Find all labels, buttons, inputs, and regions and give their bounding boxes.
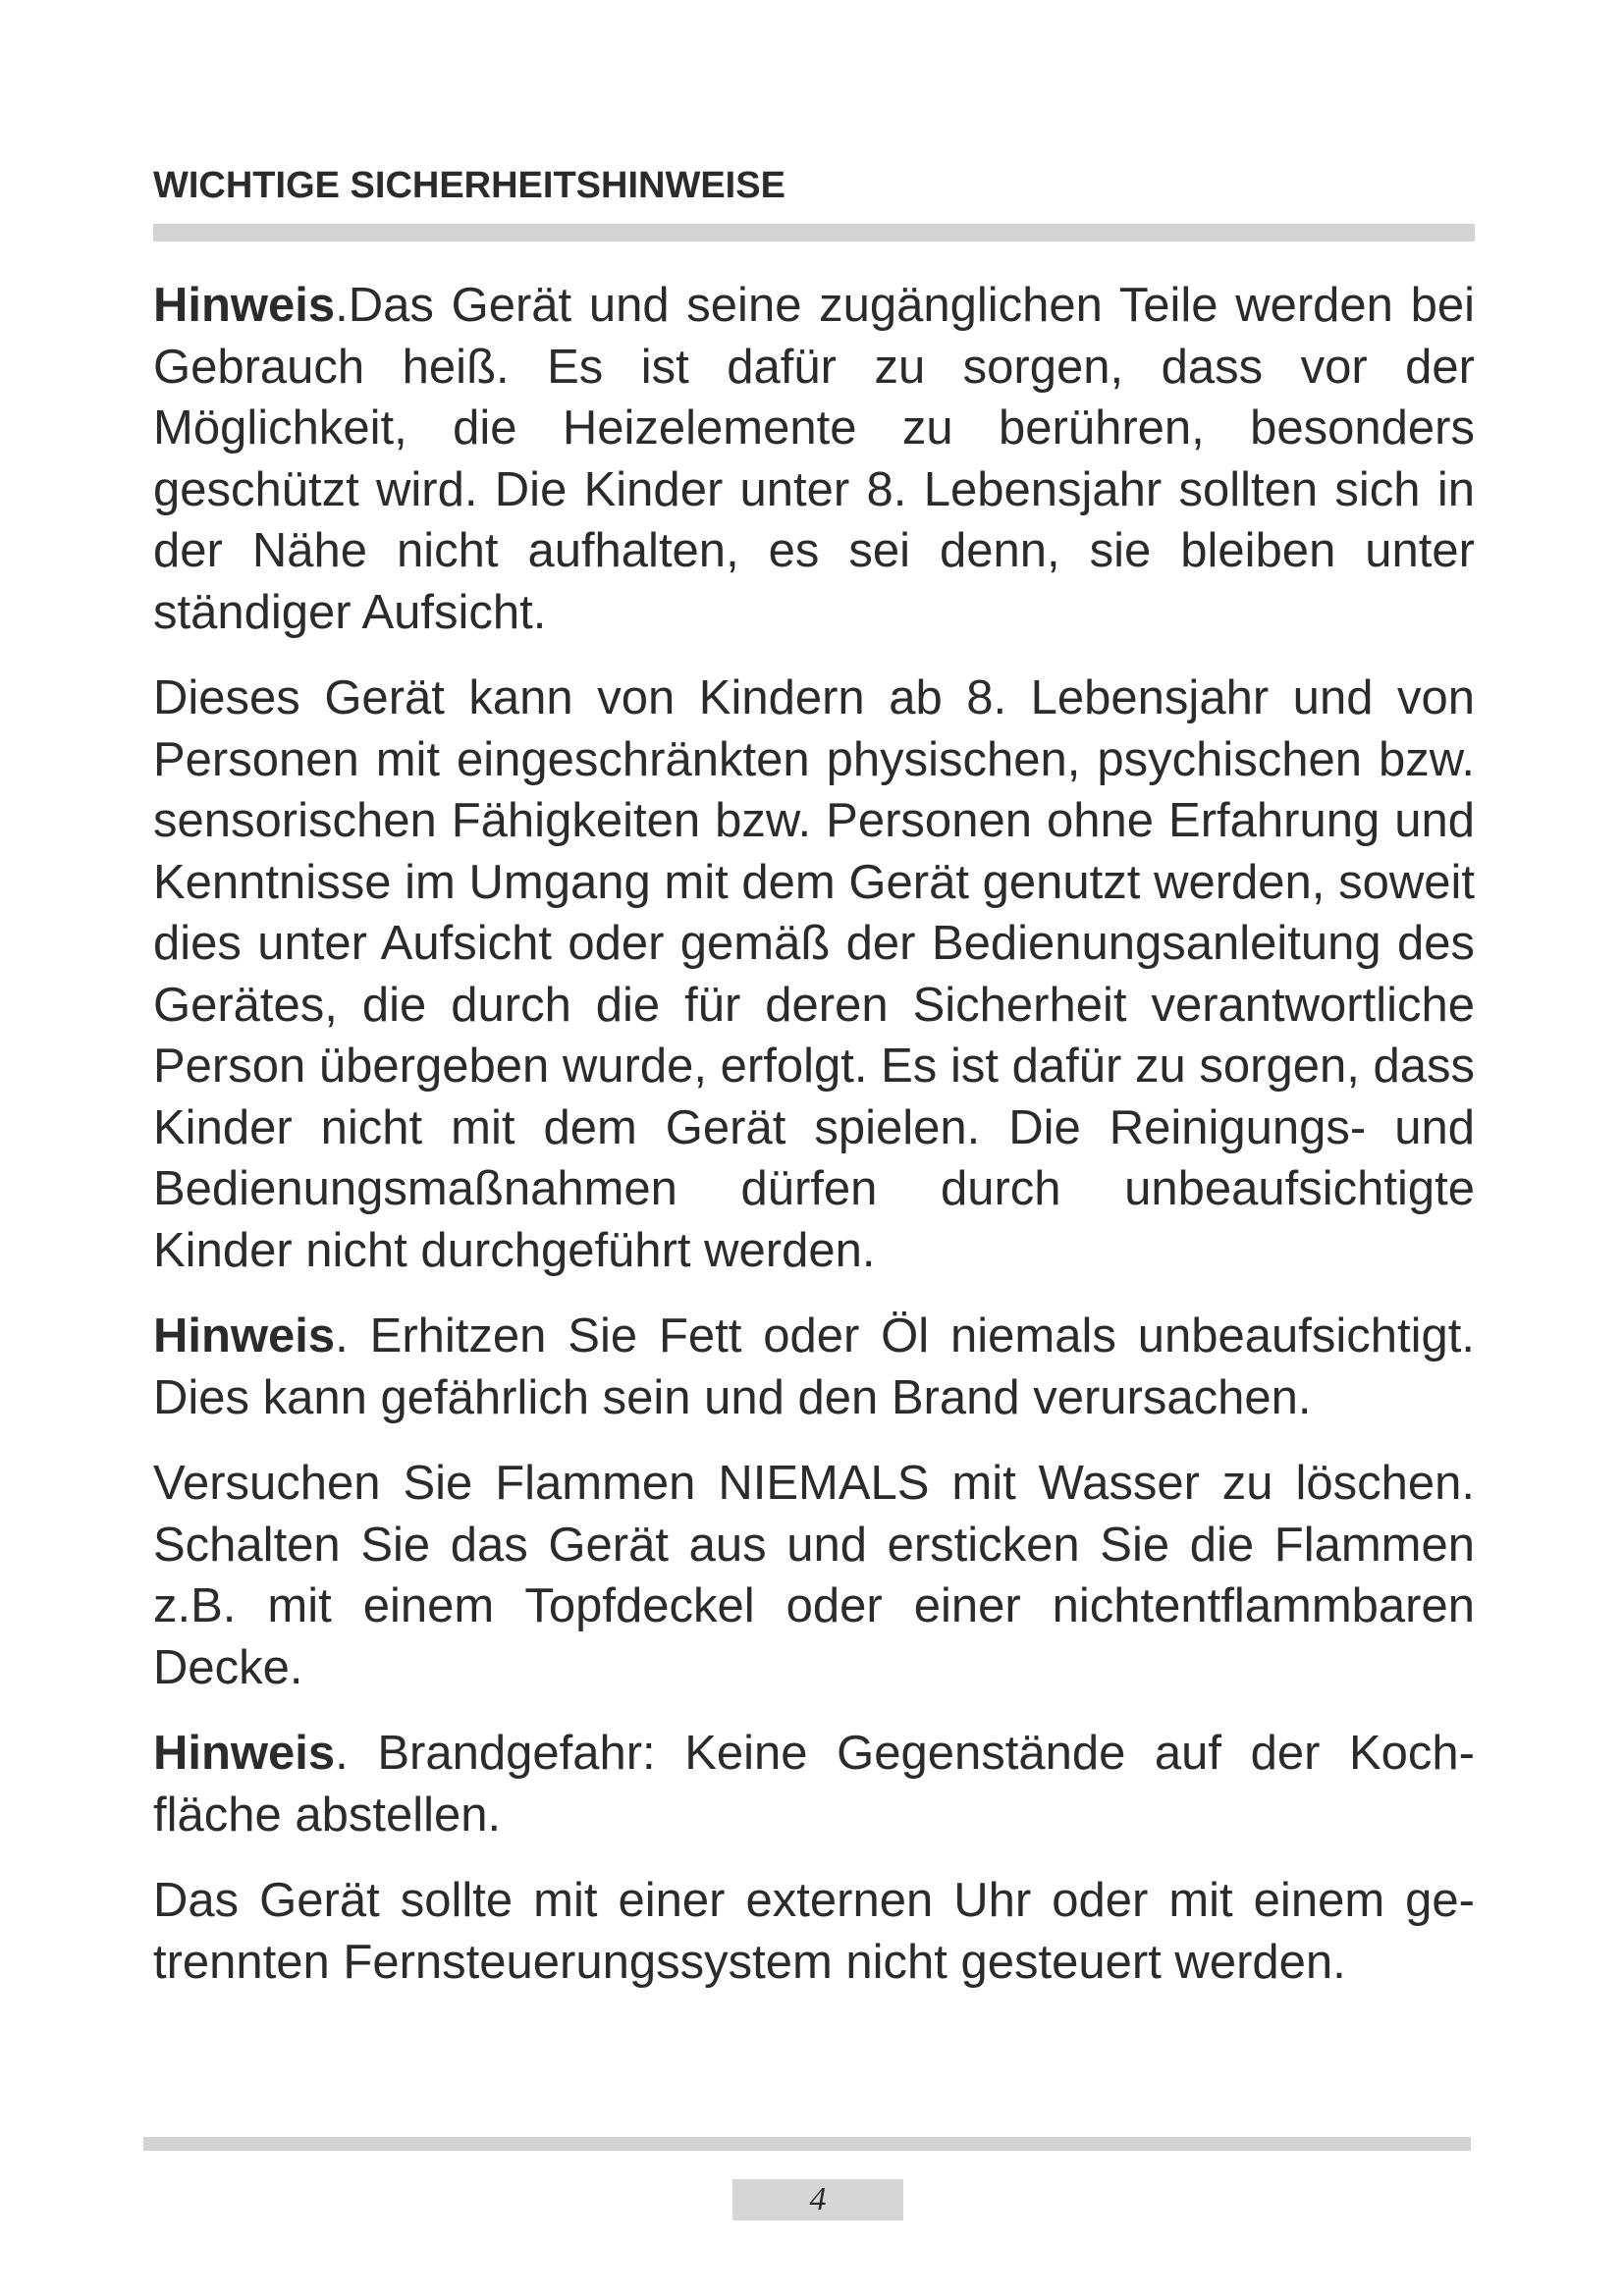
- note-label: Hinweis: [153, 279, 336, 332]
- note-label: Hinweis: [153, 1727, 336, 1780]
- page-number-badge: [732, 2179, 903, 2220]
- paragraph-external-timer: [153, 1870, 1475, 1993]
- paragraph-heat-warning: [153, 275, 1475, 643]
- paragraph-text: Das Gerät sollte mit einer externen Uhr oder mit einem getrennten Fernsteuerungssystem nicht gesteuert werden.: [153, 1874, 1475, 1989]
- paragraph-text: Dieses Gerät kann von Kindern ab 8. Lebensjahr und von Personen mit eingeschränkten physischen, psychischen bzw. sensorischen Fähigkeiten bzw. Personen ohne Erfahrung und Kenntnisse im Umgang mit dem Gerät genutzt werden, soweit dies unter Aufsicht oder gemäß der Bedienungsanleitung des Gerätes, die durch die für deren Sicherheit verantwortliche Person übergeben wurde, erfolgt. Es ist dafür zu sorgen, dass Kinder nicht mit dem Gerät spielen. Die Reinigungs- und Bedienungsmaßnahmen dürfen durch unbeaufsichtigte Kinder nicht durchgeführt werden.: [153, 671, 1475, 1277]
- footer-divider: [143, 2137, 1471, 2151]
- paragraph-fat-oil-warning: [153, 1306, 1475, 1428]
- paragraph-flames-water: [153, 1453, 1475, 1698]
- note-label: Hinweis: [153, 1309, 336, 1362]
- paragraph-text: . Erhitzen Sie Fett oder Öl niemals unbeaufsichtigt. Dies kann gefährlich sein und den Brand verursachen.: [153, 1309, 1475, 1424]
- header-divider: [153, 224, 1475, 241]
- page-number: 4: [809, 2181, 827, 2217]
- paragraph-text: . Brandgefahr: Keine Gegenstände auf der Kochfläche abstellen.: [153, 1727, 1475, 1842]
- paragraph-fire-hazard: [153, 1723, 1475, 1845]
- paragraph-text: Versuchen Sie Flammen NIEMALS mit Wasser zu löschen. Schalten Sie das Gerät aus und ersticken Sie die Flammen z.B. mit einem Topfdeckel oder einer nichtentflammbaren Decke.: [153, 1457, 1475, 1694]
- safety-notes-body: [153, 275, 1475, 2017]
- section-heading: WICHTIGE SICHERHEITSHINWEISE: [153, 165, 785, 206]
- paragraph-children-usage: [153, 667, 1475, 1281]
- paragraph-text: .Das Gerät und seine zugänglichen Teile werden bei Gebrauch heiß. Es ist dafür zu sorgen, dass vor der Möglichkeit, die Heizelemente zu berühren, besonders geschützt wird. Die Kinder unter 8. Lebensjahr sollten sich in der Nähe nicht aufhalten, es sei denn, sie bleiben unter ständiger Aufsicht.: [153, 279, 1475, 639]
